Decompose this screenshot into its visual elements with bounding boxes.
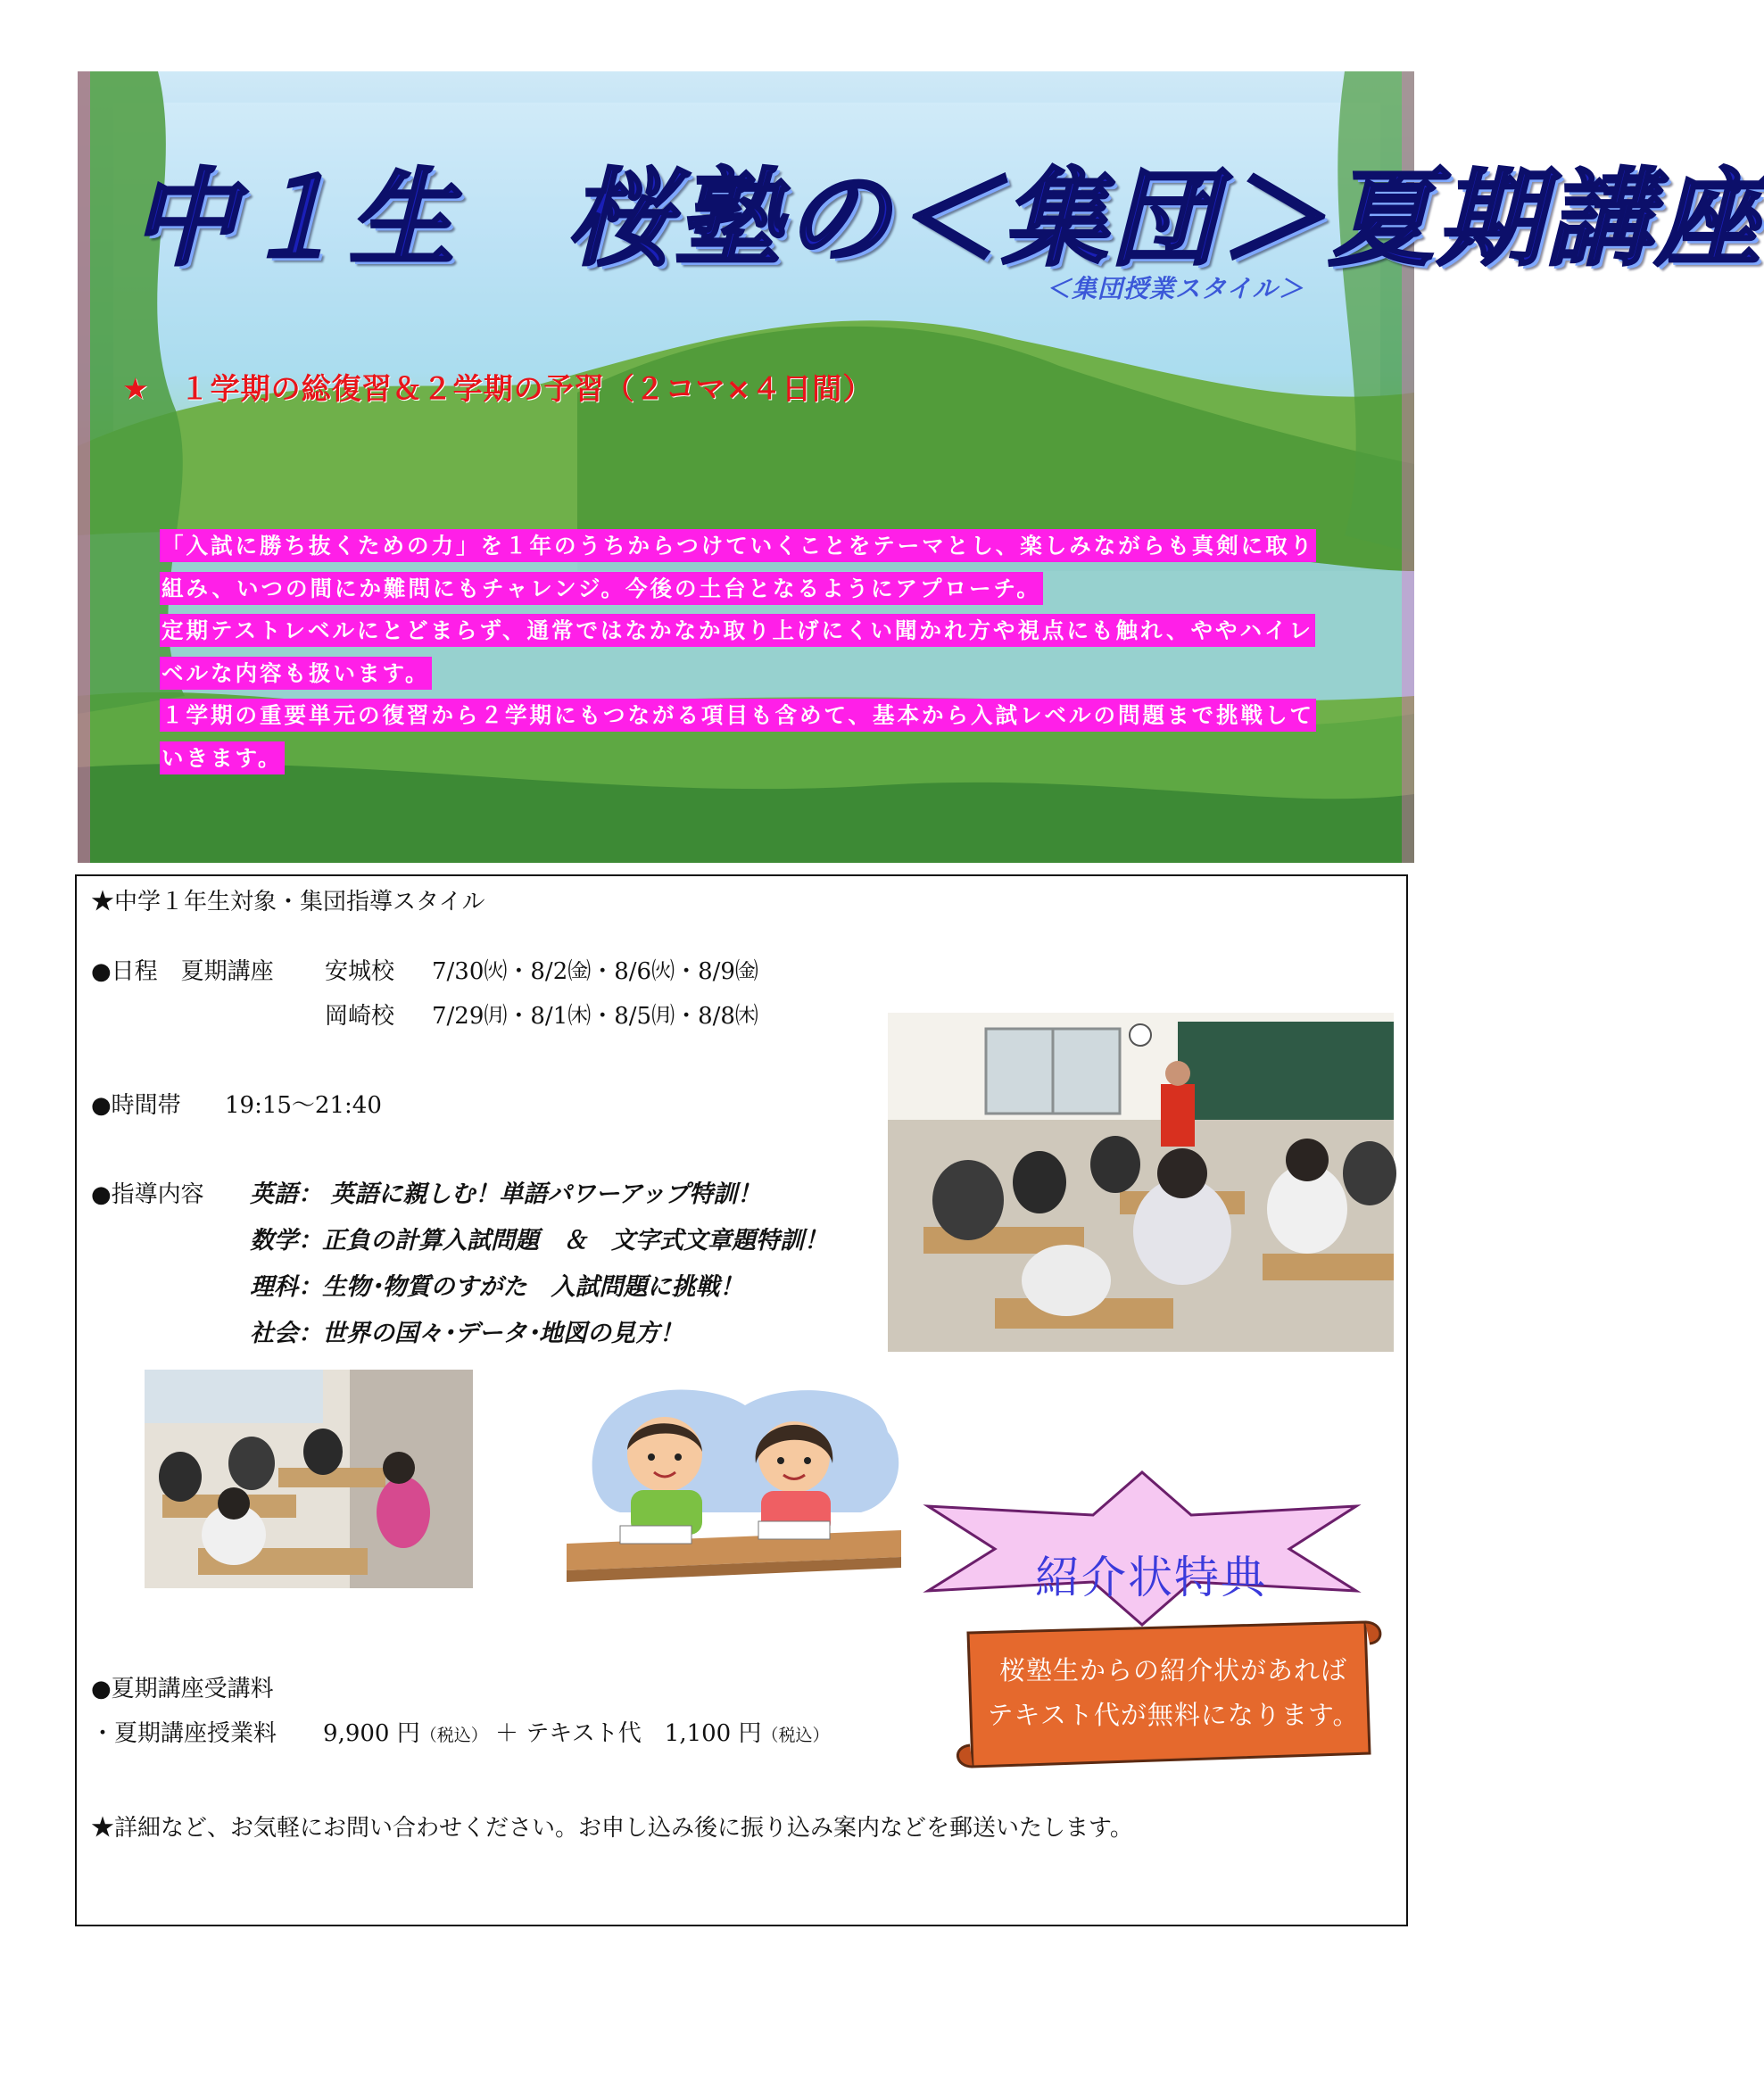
intro-line: 定期テストレベルにとどまらず、通常ではなかなか取り上げにくい聞かれ方や視点にも触れ、ややハイレ — [160, 614, 1315, 647]
intro-text — [160, 525, 1418, 779]
schedule-label: ●日程 夏期講座 — [91, 958, 274, 985]
text-amount: 1,100 円 — [664, 1720, 762, 1747]
banner-headline: ★ １学期の総復習＆２学期の予習（２コマ×４日間） — [122, 371, 874, 406]
intro-line: 「入試に勝ち抜くための力」を１年のうちからつけていくことをテーマとし、楽しみながらも真剣に取り — [160, 529, 1316, 562]
subject-math: 数学：正負の計算入試問題 ＆ 文字式文章題特訓！ — [250, 1227, 828, 1255]
page-title: 中１生 桜塾の＜集団＞夏期講座 — [131, 157, 1764, 280]
time-value: 19:15～21:40 — [225, 1092, 382, 1119]
okazaki-school: 岡崎校 — [325, 1003, 395, 1030]
text-tax: （税込） — [761, 1726, 830, 1745]
anjo-school: 安城校 — [325, 958, 395, 985]
header-banner — [78, 71, 1764, 863]
content-label: ●指導内容 — [91, 1181, 204, 1208]
intro-line: １学期の重要単元の復習から２学期にもつながる項目も含めて、基本から入試レベルの問題まで挑戦して — [160, 699, 1316, 732]
time-label: ●時間帯 — [91, 1092, 181, 1119]
fee-amount: 9,900 円 — [323, 1720, 420, 1747]
classroom-photo — [888, 1013, 1394, 1352]
subject-science: 理科：生物･物質のすがた 入試問題に挑戦！ — [250, 1273, 744, 1301]
intro-line: いきます。 — [160, 741, 285, 774]
target-line: ★中学１年生対象・集団指導スタイル — [91, 889, 485, 915]
badge-line-1: 桜塾生からの紹介状があれば — [998, 1655, 1347, 1685]
subject-social: 社会：世界の国々･データ･地図の見方！ — [250, 1320, 683, 1347]
badge-title: 紹介状特典 — [1035, 1552, 1267, 1603]
okazaki-dates: 7/29㈪・8/1㈭・8/5㈪・8/8㈭ — [432, 1003, 758, 1030]
students-illustration — [558, 1379, 910, 1593]
fee-plus: ＋ テキスト代 — [495, 1720, 642, 1747]
intro-line: ベルな内容も扱います。 — [160, 657, 432, 690]
fee-prefix: ・夏期講座授業料 — [91, 1720, 277, 1747]
badge-line-2: テキスト代が無料になります。 — [987, 1700, 1360, 1730]
fee-label: ●夏期講座受講料 — [91, 1676, 274, 1702]
study-photo — [145, 1370, 473, 1588]
footer-note: ★詳細など、お気軽にお問い合わせください。お申し込み後に振り込み案内などを郵送いたします。 — [91, 1815, 1133, 1842]
fee-line — [91, 1715, 830, 1748]
anjo-dates: 7/30㈫・8/2㈮・8/6㈫・8/9㈮ — [432, 958, 758, 985]
subject-english: 英語： 英語に親しむ！単語パワーアップ特訓！ — [250, 1180, 762, 1208]
intro-line: 組み、いつの間にか難問にもチャレンジ。今後の土台となるようにアプローチ。 — [160, 572, 1043, 605]
banner-subtitle: ＜集団授業スタイル＞ — [1046, 274, 1304, 303]
fee-tax: （税込） — [419, 1726, 488, 1745]
